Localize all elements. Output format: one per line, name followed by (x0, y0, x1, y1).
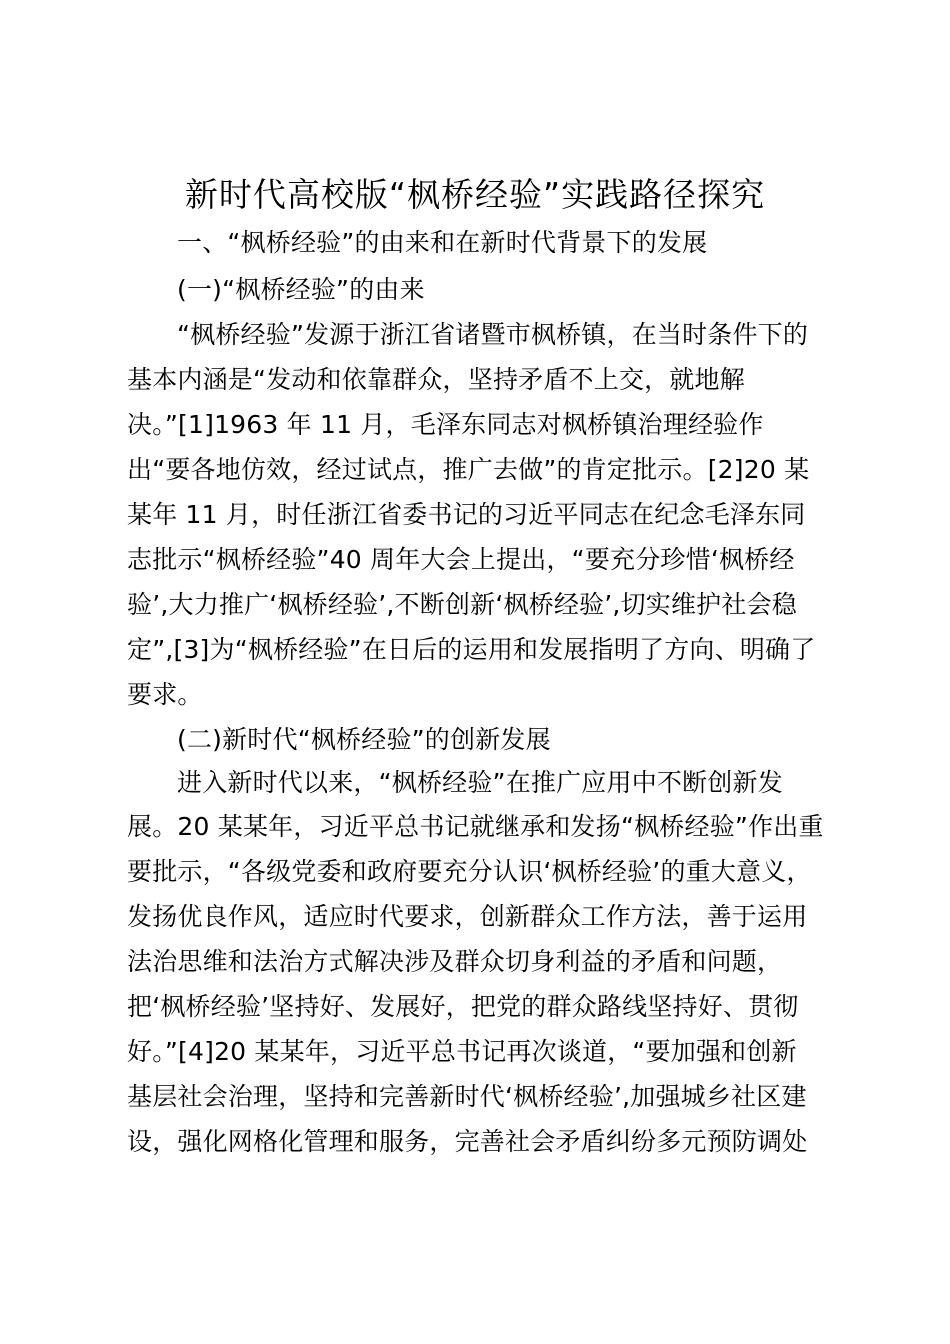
paragraph-line: 发扬优良作风，适应时代要求，创新群众工作方法，善于运用 (127, 902, 808, 931)
paragraph-line: 展。20 某某年，习近平总书记就继承和发扬“枫桥经验”作出重 (127, 812, 824, 841)
paragraph-line: 设，强化网格化管理和服务，完善社会矛盾纠纷多元预防调处 (127, 1127, 808, 1156)
paragraph-line: 志批示“枫桥经验”40 周年大会上提出，“要充分珍惜‘枫桥经 (127, 545, 795, 574)
paragraph-line: 出“要各地仿效，经过试点，推广去做”的肯定批示。[2]20 某 (127, 455, 810, 484)
paragraph-line: 把‘枫桥经验’坚持好、发展好，把党的群众路线坚持好、贯彻 (127, 992, 799, 1021)
document-title: 新时代高校版“枫桥经验”实践路径探究 (184, 175, 766, 214)
paragraph-line: 要求。 (127, 680, 203, 709)
paragraph-line: 定”,[3]为“枫桥经验”在日后的运用和发展指明了方向、明确了 (127, 635, 816, 664)
paragraph-line: 要批示，“各级党委和政府要充分认识‘枫桥经验’的重大意义， (127, 857, 812, 886)
paragraph-line: 好。”[4]20 某某年，习近平总书记再次谈道，“要加强和创新 (127, 1037, 797, 1066)
paragraph-line: 决。”[1]1963 年 11 月，毛泽东同志对枫桥镇治理经验作 (127, 410, 764, 439)
paragraph-line: 基本内涵是“发动和依靠群众，坚持矛盾不上交，就地解 (127, 365, 745, 394)
paragraph-line: 进入新时代以来，“枫桥经验”在推广应用中不断创新发 (177, 768, 783, 797)
paragraph-line: “枫桥经验”发源于浙江省诸暨市枫桥镇，在当时条件下的 (177, 320, 809, 349)
paragraph-line: 基层社会治理，坚持和完善新时代‘枫桥经验’,加强城乡社区建 (127, 1082, 807, 1111)
paragraph-line: 法治思维和法治方式解决涉及群众切身利益的矛盾和问题， (127, 947, 783, 976)
subsection-heading-2: (二)新时代“枫桥经验”的创新发展 (177, 725, 551, 754)
subsection-heading-1: (一)“枫桥经验”的由来 (177, 275, 425, 304)
section-heading-1: 一、“枫桥经验”的由来和在新时代背景下的发展 (177, 228, 708, 257)
paragraph-line: 验’,大力推广‘枫桥经验’,不断创新‘枫桥经验’,切实维护社会稳 (127, 590, 797, 619)
paragraph-line: 某年 11 月，时任浙江省委书记的习近平同志在纪念毛泽东同 (127, 500, 806, 529)
